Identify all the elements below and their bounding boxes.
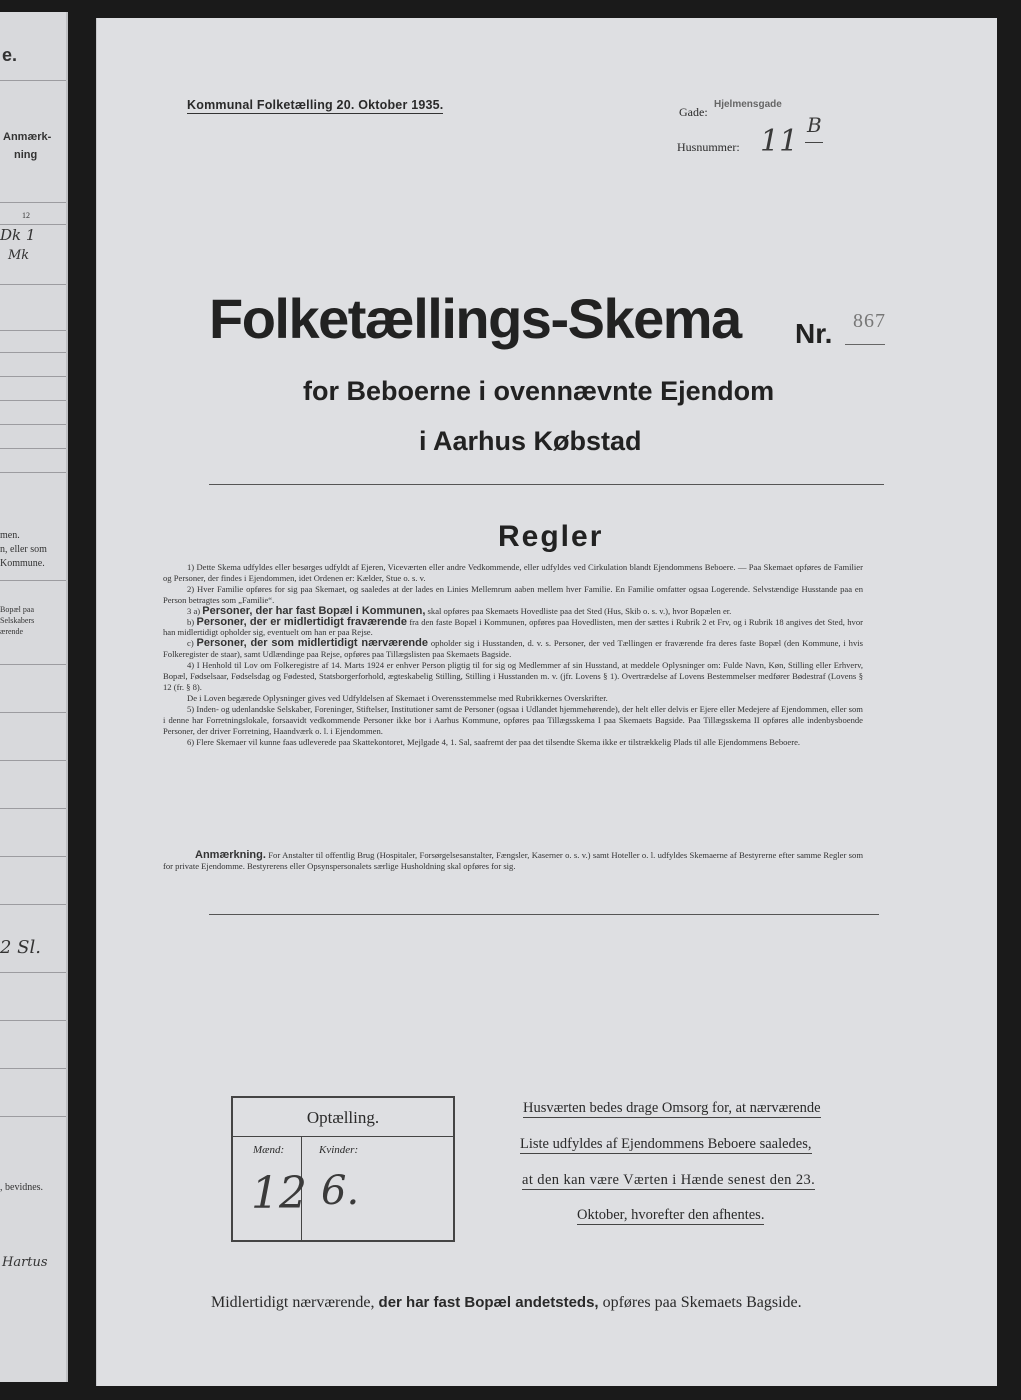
strip-note-2: n, eller som [0, 544, 47, 555]
rules-heading: Regler [498, 520, 604, 553]
divider-top [209, 484, 884, 485]
strip-handwriting-2: Mk [8, 248, 30, 263]
rule-5: 5) Inden- og udenlandske Selskaber, Foreninger, Stiftelser, Institutioner samt de Personer (ogsaa i Udlandet hjemmehørende), der helt eller delvis er Ejere eller Medejere af Ejendommen, eller som i denne har Forretningslokale, forsaavidt vedkommende Personer ikke bor i Aarhus Kommune, opføres paa Tillægsskema I paa Skemaets Bagside. Paa Tillægsskema II opføres alle indenbysboende Personer, der driver Forretning, Haandværk o. l. i Ejendommen. [163, 703, 863, 736]
form-subtitle-1: for Beboerne i ovennævnte Ejendom [303, 376, 775, 406]
form-title: Folketællings-Skema [209, 287, 741, 350]
suffix-underline [805, 142, 823, 143]
street-value: Hjelmensgade [714, 99, 782, 110]
notice-line-2: Liste udfyldes af Ejendommens Beboere saaledes, [520, 1136, 812, 1152]
notice-line-1: Husværten bedes drage Omsorg for, at nærværende [523, 1100, 821, 1116]
strip-note-6: ærende [0, 627, 24, 636]
census-line: Kommunal Folketælling 20. Oktober 1935. [187, 98, 444, 112]
strip-note-7: , bevidnes. [0, 1182, 44, 1193]
remark-block [163, 850, 863, 872]
notice-line-4: Oktober, hvorefter den afhentes. [577, 1207, 765, 1223]
strip-handwriting-1: Dk 1 [0, 226, 36, 244]
rule-6: 6) Flere Skemaer vil kunne faas udleverede paa Skattekontoret, Mejlgade 4, 1. Sal, saafremt der paa det tilsendte Skema ikke er tilstrækkelig Plads til alle Ejendommens Beboere. [187, 736, 801, 747]
footer-part-3: opføres paa Skemaets Bagside. [602, 1294, 802, 1311]
remark-label: Anmærkning. [195, 849, 266, 861]
rule-2: 2) Hver Familie opføres for sig paa Skemaet, og saaledes at der lades en Linies Mellemrum aaben mellem hver Familie. En Familie omfatter ogsaa Logerende. Selvstændige Husstande paa en Person betragtes som „Familie“. [163, 583, 863, 605]
count-box-title: Optælling. [306, 1108, 380, 1127]
strip-note-4: Bopæl paa [0, 605, 34, 614]
strip-col-header-2: ning [14, 149, 38, 161]
strip-top-letter: e. [2, 45, 18, 65]
strip-note-5: Selskabers [0, 616, 35, 625]
remark-text: For Anstalter til offentlig Brug (Hospitaler, Forsørgelsesanstalter, Fængsler, Kaserner o. s. v.) samt Hoteller o. l. udfyldes Skemaerne af Bestyrerne efter samme Regler som for private Ejendomme. Bestyrerens eller Opsynspersonalets særlige Husholdning skal opføres for sig. [163, 850, 864, 871]
strip-note-1: men. [0, 530, 20, 541]
count-box [231, 1096, 455, 1242]
street-label: Gade: [679, 105, 708, 119]
rule-4b: De i Loven begærede Oplysninger gives ved Udfyldelsen af Skemaet i Overensstemmelse med Rubrikkernes Overskrifter. [187, 692, 608, 703]
rule-3a: 3 a) Personer, der har fast Bopæl i Kommunen, skal opføres paa Skemaets Hovedliste paa det Sted (Hus, Skib o. s. v.), hvor Bopælen er. [187, 604, 732, 617]
strip-col-header-1: Anmærk- [3, 131, 52, 143]
form-nr-value: 867 [853, 310, 886, 332]
rule-3b: b) Personer, der er midlertidigt fraværende fra den faste Bopæl i Kommunen, opføres paa Hovedlisten, men der sættes i Rubrik 2 et Frv, og i Rubrik 18 angives det Sted, hvor han midlertidigt opholder sig, eventuelt om han er paa Rejse. [163, 615, 863, 638]
nr-underline [845, 344, 885, 345]
notice-line-3: at den kan være Værten i Hænde senest den 23. [522, 1172, 816, 1188]
form-nr-label: Nr. [795, 318, 833, 349]
footer-part-2: der har fast Bopæl andetsteds, [378, 1294, 599, 1311]
footer-part-1: Midlertidigt nærværende, [211, 1294, 375, 1311]
rule-3c: c) Personer, der som midlertidigt nærværende opholder sig i Husstanden, d. v. s. Personer, der ved Tællingen er fraværende fra deres faste Bopæl (den Kommune, i hvis Folkeregister de staar), samt Udlændinge paa Rejse, opføres paa Tillægslisten paa Skemaets Bagside. [163, 637, 863, 660]
house-number-suffix: B [807, 113, 822, 137]
census-form-page [96, 18, 997, 1386]
strip-note-3: Kommune. [0, 558, 45, 569]
house-number-label: Husnummer: [677, 140, 740, 154]
rules-body [163, 562, 863, 747]
rule-1: 1) Dette Skema udfyldes eller besørges udfyldt af Ejeren, Viceværten eller andre Vedkommende, eller udfyldes ved Cirkulation blandt Ejendommens Beboere. — Paa Skemaet opføres de Familier og Personer, der findes i Ejendommen, idet Ordenen er: Kælder, Stue o. s. v. [163, 562, 863, 583]
men-label: Mænd: [253, 1144, 285, 1156]
form-subtitle-2: i Aarhus Købstad [419, 426, 642, 456]
women-label: Kvinder: [319, 1144, 359, 1156]
men-count: 12 [251, 1168, 307, 1219]
house-number-value: 11 [760, 124, 799, 159]
adjacent-page-strip [0, 12, 68, 1382]
footer-note [211, 1294, 802, 1312]
divider-bottom [209, 914, 879, 915]
women-count: 6. [321, 1168, 360, 1214]
strip-col-number: 12 [22, 211, 30, 220]
strip-handwriting-4: Hartus [2, 1255, 48, 1270]
strip-handwriting-3: 2 Sl. [0, 937, 41, 958]
rule-4: 4) I Henhold til Lov om Folkeregistre af 14. Marts 1924 er enhver Person pligtig til for sig og Medlemmer af sin Husstand, at meddele Oplysninger om: Fulde Navn, Køn, Stilling eller Erhverv, Bopæl, Fødselsaar, Fødselsdag og Fødested, Statsborgerforhold, ægteskabelig Stilling, Stilling i Husstanden m. v. (jfr. Lovens § 1). Overtrædelse af Lovens Bestemmelser medfører Bødestraf (Lovens § 12 (fr. § 8). [163, 660, 863, 692]
